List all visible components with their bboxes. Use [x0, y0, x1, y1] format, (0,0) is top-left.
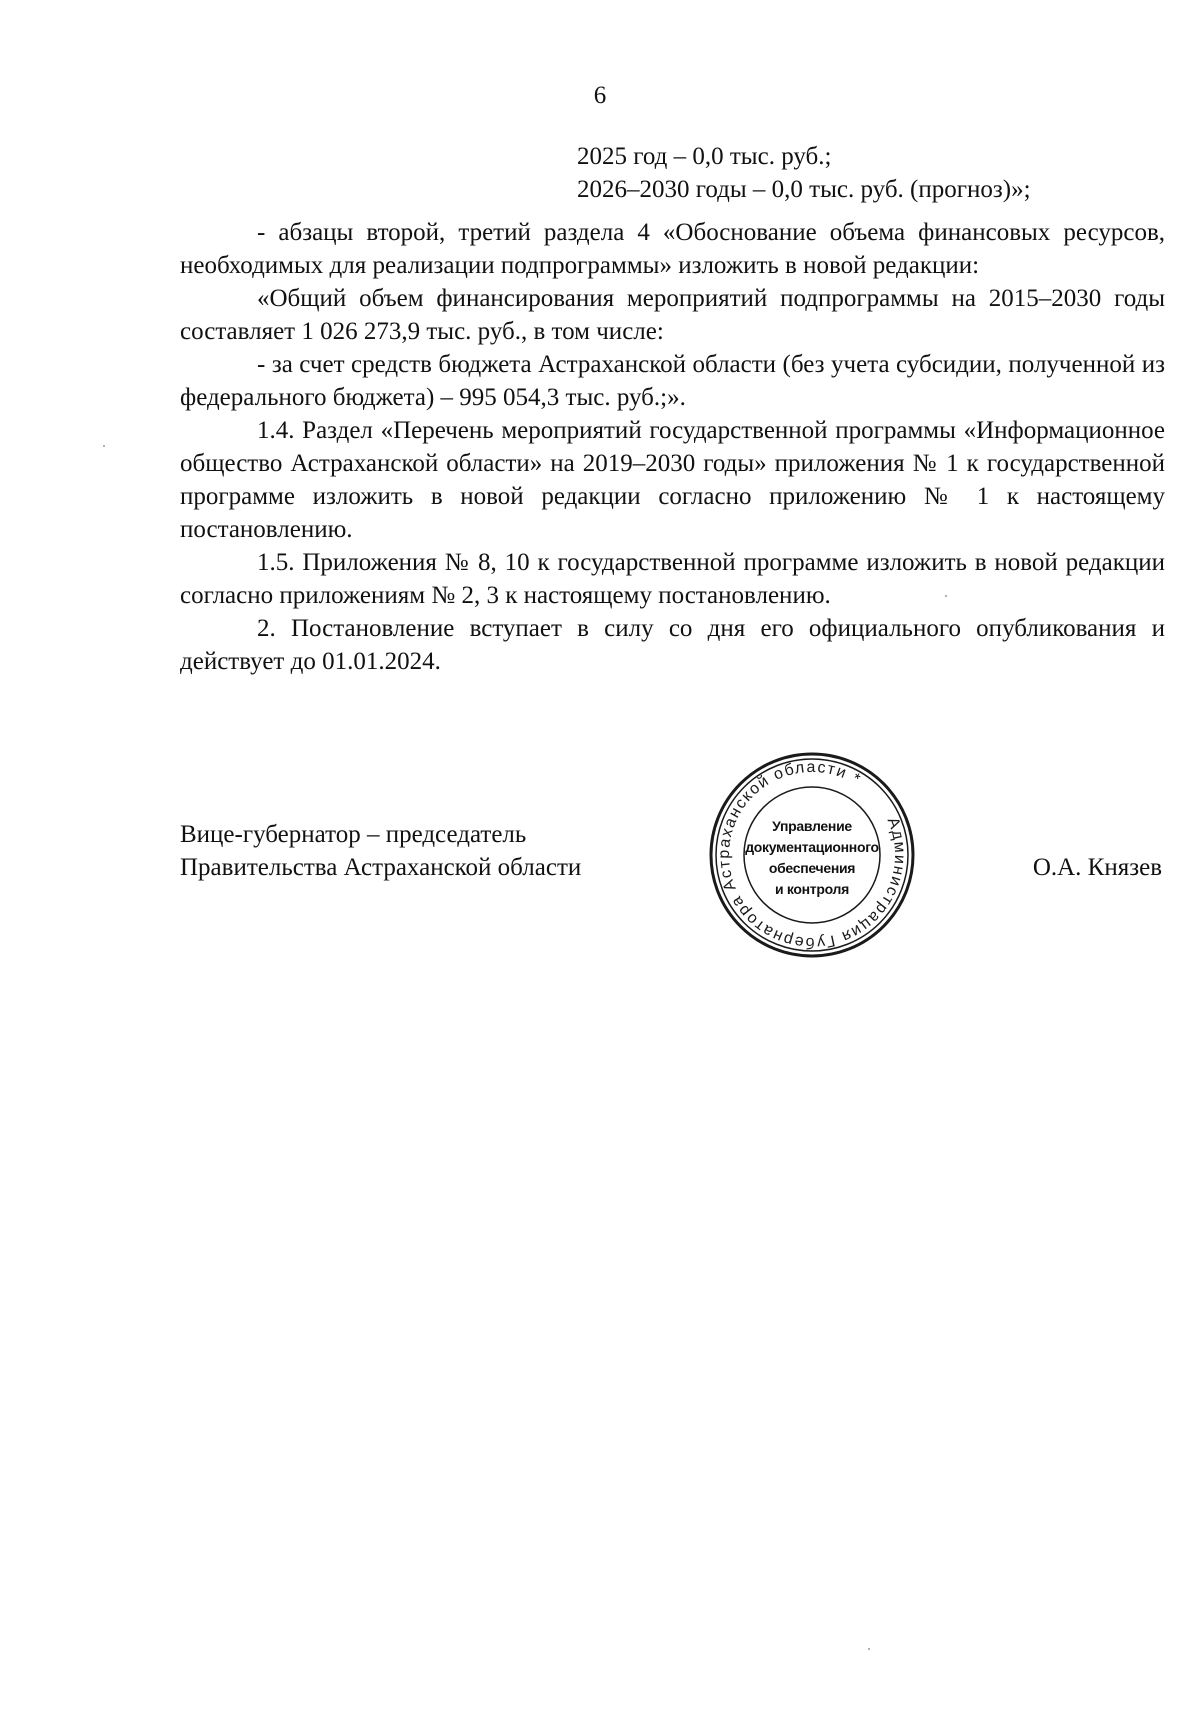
stamp-line-1: Управление — [772, 818, 852, 834]
finance-line-2026-2030: 2026–2030 годы – 0,0 тыс. руб. (прогноз)»; — [577, 176, 1031, 203]
scan-speck — [103, 445, 105, 447]
stamp-line-4: и контроля — [774, 881, 849, 897]
scan-speck — [945, 595, 947, 597]
stamp-ring-text: Администрация Губернатора Астраханской области * — [715, 758, 909, 952]
signature-position — [180, 818, 581, 884]
document-body — [180, 216, 1165, 678]
stamp-line-2: документационного — [745, 839, 879, 855]
paragraph-total-funding: «Общий объем финансирования мероприятий подпрограммы на 2015–2030 годы составляет 1 026 273,9 тыс. руб., в том числе: — [180, 285, 1165, 345]
paragraph-item-1-4: 1.4. Раздел «Перечень мероприятий государственной программы «Информационное общество Астраханской области» на 2019–2030 годы» приложения № 1 к государственной программе изложить в новой редакции согласно приложению № 1 к настоящему постановлению. — [180, 417, 1165, 543]
signer-title-line1: Вице-губернатор – председатель — [180, 821, 527, 848]
signer-title-line2: Правительства Астраханской области — [180, 854, 582, 881]
paragraph-section4-amendment: - абзацы второй, третий раздела 4 «Обоснование объема финансовых ресурсов, необходимых для реализации подпрограммы» изложить в новой редакции: — [180, 219, 1165, 279]
stamp-center-text — [707, 816, 917, 900]
page-number: 6 — [593, 82, 607, 109]
paragraph-regional-budget: - за счет средств бюджета Астраханской области (без учета субсидии, полученной из федерального бюджета) – 995 054,3 тыс. руб.;». — [180, 351, 1165, 411]
scan-speck — [868, 1648, 870, 1650]
paragraph-item-1-5: 1.5. Приложения № 8, 10 к государственной программе изложить в новой редакции согласно приложениям № 2, 3 к настоящему постановлению. — [180, 549, 1165, 609]
official-stamp — [707, 750, 917, 960]
signer-name: О.А. Князев — [1032, 854, 1162, 881]
paragraph-item-2: 2. Постановление вступает в силу со дня его официального опубликования и действует до 01.01.2024. — [180, 615, 1165, 675]
finance-forecast-lines — [577, 140, 1031, 206]
stamp-line-3: обеспечения — [768, 860, 856, 876]
finance-line-2025: 2025 год – 0,0 тыс. руб.; — [577, 143, 832, 170]
